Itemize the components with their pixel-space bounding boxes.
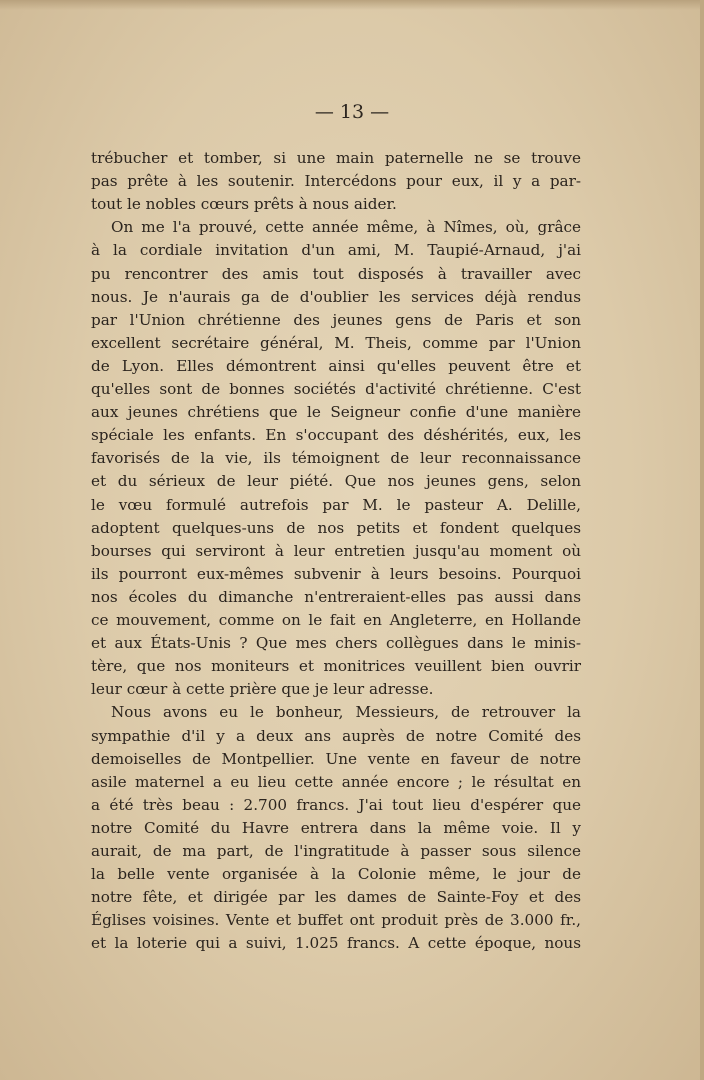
text-line: Nous avons eu le bonheur, Messieurs, de retrouver la bbox=[111, 703, 581, 722]
text-line: qu'elles sont de bonnes sociétés d'activité chrétienne. C'est bbox=[91, 380, 581, 398]
text-line: nous. Je n'aurais ga de d'oublier les services déjà rendus bbox=[91, 287, 581, 306]
text-line: la belle vente organisée à la Colonie même, le jour de bbox=[91, 865, 581, 884]
text-line: adoptent quelques-uns de nos petits et fondent quelques bbox=[91, 518, 581, 537]
text-line: On me l'a prouvé, cette année même, à Nîmes, où, grâce bbox=[111, 218, 581, 237]
text-line: par l'Union chrétienne des jeunes gens de Paris et son bbox=[91, 310, 581, 329]
text-line: bourses qui serviront à leur entretien jusqu'au moment où bbox=[91, 541, 581, 560]
text-line: aurait, de ma part, de l'ingratitude à passer sous silence bbox=[91, 842, 581, 860]
text-line: de Lyon. Elles démontrent ainsi qu'elles peuvent être et bbox=[91, 356, 581, 375]
text-line: ils pourront eux-mêmes subvenir à leurs besoins. Pourquoi bbox=[91, 564, 581, 583]
text-line: et du sérieux de leur piété. Que nos jeunes gens, selon bbox=[91, 472, 581, 491]
text-line: aux jeunes chrétiens que le Seigneur confie d'une manière bbox=[91, 403, 581, 422]
text-line: tout le nobles cœurs prêts à nous aider. bbox=[91, 195, 397, 214]
text-line: ce mouvement, comme on le fait en Angleterre, en Hollande bbox=[91, 611, 581, 629]
text-line: asile maternel a eu lieu cette année encore ; le résultat en bbox=[91, 772, 581, 791]
text-line: trébucher et tomber, si une main paternelle ne se trouve bbox=[91, 149, 581, 167]
text-line: leur cœur à cette prière que je leur adresse. bbox=[91, 680, 434, 699]
text-line: et aux États-Unis ? Que mes chers collègues dans le minis- bbox=[91, 634, 581, 653]
text-line: a été très beau : 2.700 francs. J'ai tout lieu d'espérer que bbox=[91, 795, 581, 814]
text-line: et la loterie qui a suivi, 1.025 francs. A cette époque, nous bbox=[91, 934, 581, 953]
page-number: — 13 — bbox=[314, 101, 390, 123]
text-line: à la cordiale invitation d'un ami, M. Taupié-Arnaud, j'ai bbox=[91, 241, 581, 260]
text-line: excellent secrétaire général, M. Theis, comme par l'Union bbox=[91, 333, 581, 352]
text-line: spéciale les enfants. En s'occupant des déshérités, eux, les bbox=[91, 426, 581, 445]
text-line: notre fête, et dirigée par les dames de Sainte-Foy et des bbox=[91, 888, 581, 907]
page-right-edge bbox=[700, 0, 704, 1080]
text-line: Églises voisines. Vente et buffet ont produit près de 3.000 fr., bbox=[91, 911, 581, 930]
page-top-edge bbox=[0, 0, 704, 10]
text-line: le vœu formulé autrefois par M. le pasteur A. Delille, bbox=[91, 495, 581, 514]
text-line: pas prête à les soutenir. Intercédons pour eux, il y a par- bbox=[91, 172, 581, 191]
text-line: tère, que nos moniteurs et monitrices veuillent bien ouvrir bbox=[91, 657, 581, 676]
text-line: demoiselles de Montpellier. Une vente en faveur de notre bbox=[91, 749, 581, 768]
text-line: pu rencontrer des amis tout disposés à travailler avec bbox=[91, 264, 581, 283]
text-line: favorisés de la vie, ils témoignent de leur reconnaissance bbox=[91, 449, 581, 468]
text-line: nos écoles du dimanche n'entreraient-elles pas aussi dans bbox=[91, 587, 581, 606]
text-line: sympathie d'il y a deux ans auprès de notre Comité des bbox=[91, 726, 581, 745]
text-line: notre Comité du Havre entrera dans la même voie. Il y bbox=[91, 818, 581, 837]
